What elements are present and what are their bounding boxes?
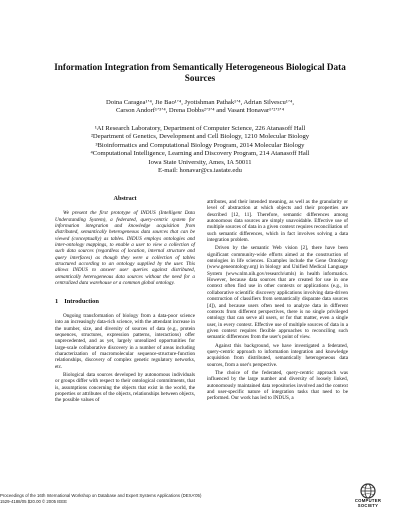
body-paragraph-2: Driven by the semantic Web vision [2], there have been significant community-wide efforts aimed at the construction of ontologies in life sciences. Examples include the Gene Ontology (www.geneontology.org) in biology and Unified Medical Language System (www.nlm.nih.gov/research/umls) in health informatics. However, because data sources that are created for use in one context often find use in other contexts or applications (e.g., in collaborative scientific discovery applications involving data-driven construction of classifiers from semantically disparate data sources [4]), and because users often need to analyze data in different contexts from different perspectives, there is no single privileged ontology that can serve all users, or for that matter, even a single user, in every context. Effective use of multiple sources of data in a given context requires flexible approaches to reconciling such semantic differences from the user's point of view. xyxy=(207,245,348,341)
proceedings-footer xyxy=(0,493,201,504)
abstract-heading: Abstract xyxy=(113,195,137,202)
body-paragraph-3: Against this background, we have investigated a federated, query-centric approach to information integration and knowledge acquisition from distributed, semantically heterogeneous data sources, from a user's perspective. xyxy=(207,342,348,368)
intro-paragraph-1: Ongoing transformation of biology from a data-poor science into an increasingly data-rich science, with the attendant increase in the number, size, and diversity of sources of data (e.g., protein sequences, structures, expression patterns, interactions) offer unprecedented, and as yet, largely unrealized opportunities for large-scale collaborative discovery in a number of areas including characterization of macromolecular sequence-structure-function relationships, discovery of complex genetic regulatory networks, etc. xyxy=(55,312,195,370)
right-column xyxy=(207,199,348,404)
authors-line-1: Doina Caragea¹ʼ⁴, Jie Bao¹ʼ⁴, Jyotishman Pathak¹ʼ⁴, Adrian Silvescu¹ʼ⁴, xyxy=(106,99,294,106)
intro-paragraph-2: Biological data sources developed by autonomous individuals or groups differ with respect to their ontological commitments, that is, assumptions concerning the objects that exist in the world, the properties or attributes of the objects, relationships between objects, the possible values of xyxy=(55,371,195,404)
contact-email: E-mail: honavar@cs.iastate.edu xyxy=(158,167,242,175)
author-list xyxy=(30,99,370,116)
footer-proceedings-line: Proceedings of the 16th International Workshop on Database and Expert Systems Applications (DEXA'05) xyxy=(0,493,202,498)
logo-text-line-1: COMPUTER xyxy=(354,498,382,503)
affiliation-2: ²Department of Genetics, Development and Cell Biology, 1210 Molecular Biology xyxy=(90,133,310,141)
affiliation-4: ⁴Computational Intelligence, Learning and Discovery Program, 214 Atanasoff Hall xyxy=(90,150,310,158)
body-paragraph-1: attributes, and their intended meaning, as well as the granularity or level of abstraction at which objects and their properties are described [12, 11]. Therefore, semantic differences among autonomous data sources are simply unavoidable. Effective use of multiple sources of data in a given context requires reconciliation of such semantic differences, which in fact involves solving a data integration problem. xyxy=(207,199,348,244)
authors-line-2: Carson Andorf¹ʼ³ʼ⁴, Drena Dobbs²ʼ³ʼ⁴ and Vasant Honavar¹ʼ²ʼ³ʼ⁴ xyxy=(115,107,284,115)
section-number: 1 xyxy=(55,298,59,306)
paper-title xyxy=(40,62,360,84)
section-title: Introduction xyxy=(64,298,99,306)
left-column xyxy=(55,196,195,406)
computer-society-logo xyxy=(349,483,387,508)
title-line-1: Information Integration from Semantically Heterogeneous Biological Data xyxy=(54,62,346,72)
affiliation-1: ¹AI Research Laboratory, Department of Computer Science, 226 Atanasoff Hall xyxy=(94,125,306,132)
body-paragraph-4: The choice of the federated, query-centric approach was influenced by the large number and diversity of loosely linked, autonomously maintained data repositories involved and the context and user-specific nature of integration tasks that need to be performed. Our work has led to INDUS, a xyxy=(207,369,348,402)
affiliation-3: ³Bioinformatics and Computational Biology Program, 2014 Molecular Biology xyxy=(95,141,305,149)
computer-society-emblem-icon xyxy=(359,483,377,499)
abstract-text: We present the first prototype of INDUS (Intelligent Data Understanding System), a federated, query-centric system for information integration and knowledge acquisition from distributed, semantically heterogeneous data sources that can be viewed (conceptually) as tables. INDUS employs ontologies and inter-ontology mappings, to enable a user to view a collection of such data sources (regardless of location, internal structure and query interfaces) as though they were a collection of tables structured according to an ontology supplied by the user. This allows INDUS to answer user queries against distributed, semantically heterogeneous data sources without the need for a centralized data warehouse or a common global ontology. xyxy=(55,210,195,287)
section-heading-introduction xyxy=(55,299,195,305)
title-line-2: Sources xyxy=(184,73,216,83)
footer-copyright-line: 1529-4188/05 $20.00 © 2005 IEEE xyxy=(0,498,67,504)
affiliations xyxy=(30,125,370,175)
university-address: Iowa State University, Ames, IA 50011 xyxy=(148,158,252,166)
logo-text-line-2: SOCIETY xyxy=(357,502,379,508)
